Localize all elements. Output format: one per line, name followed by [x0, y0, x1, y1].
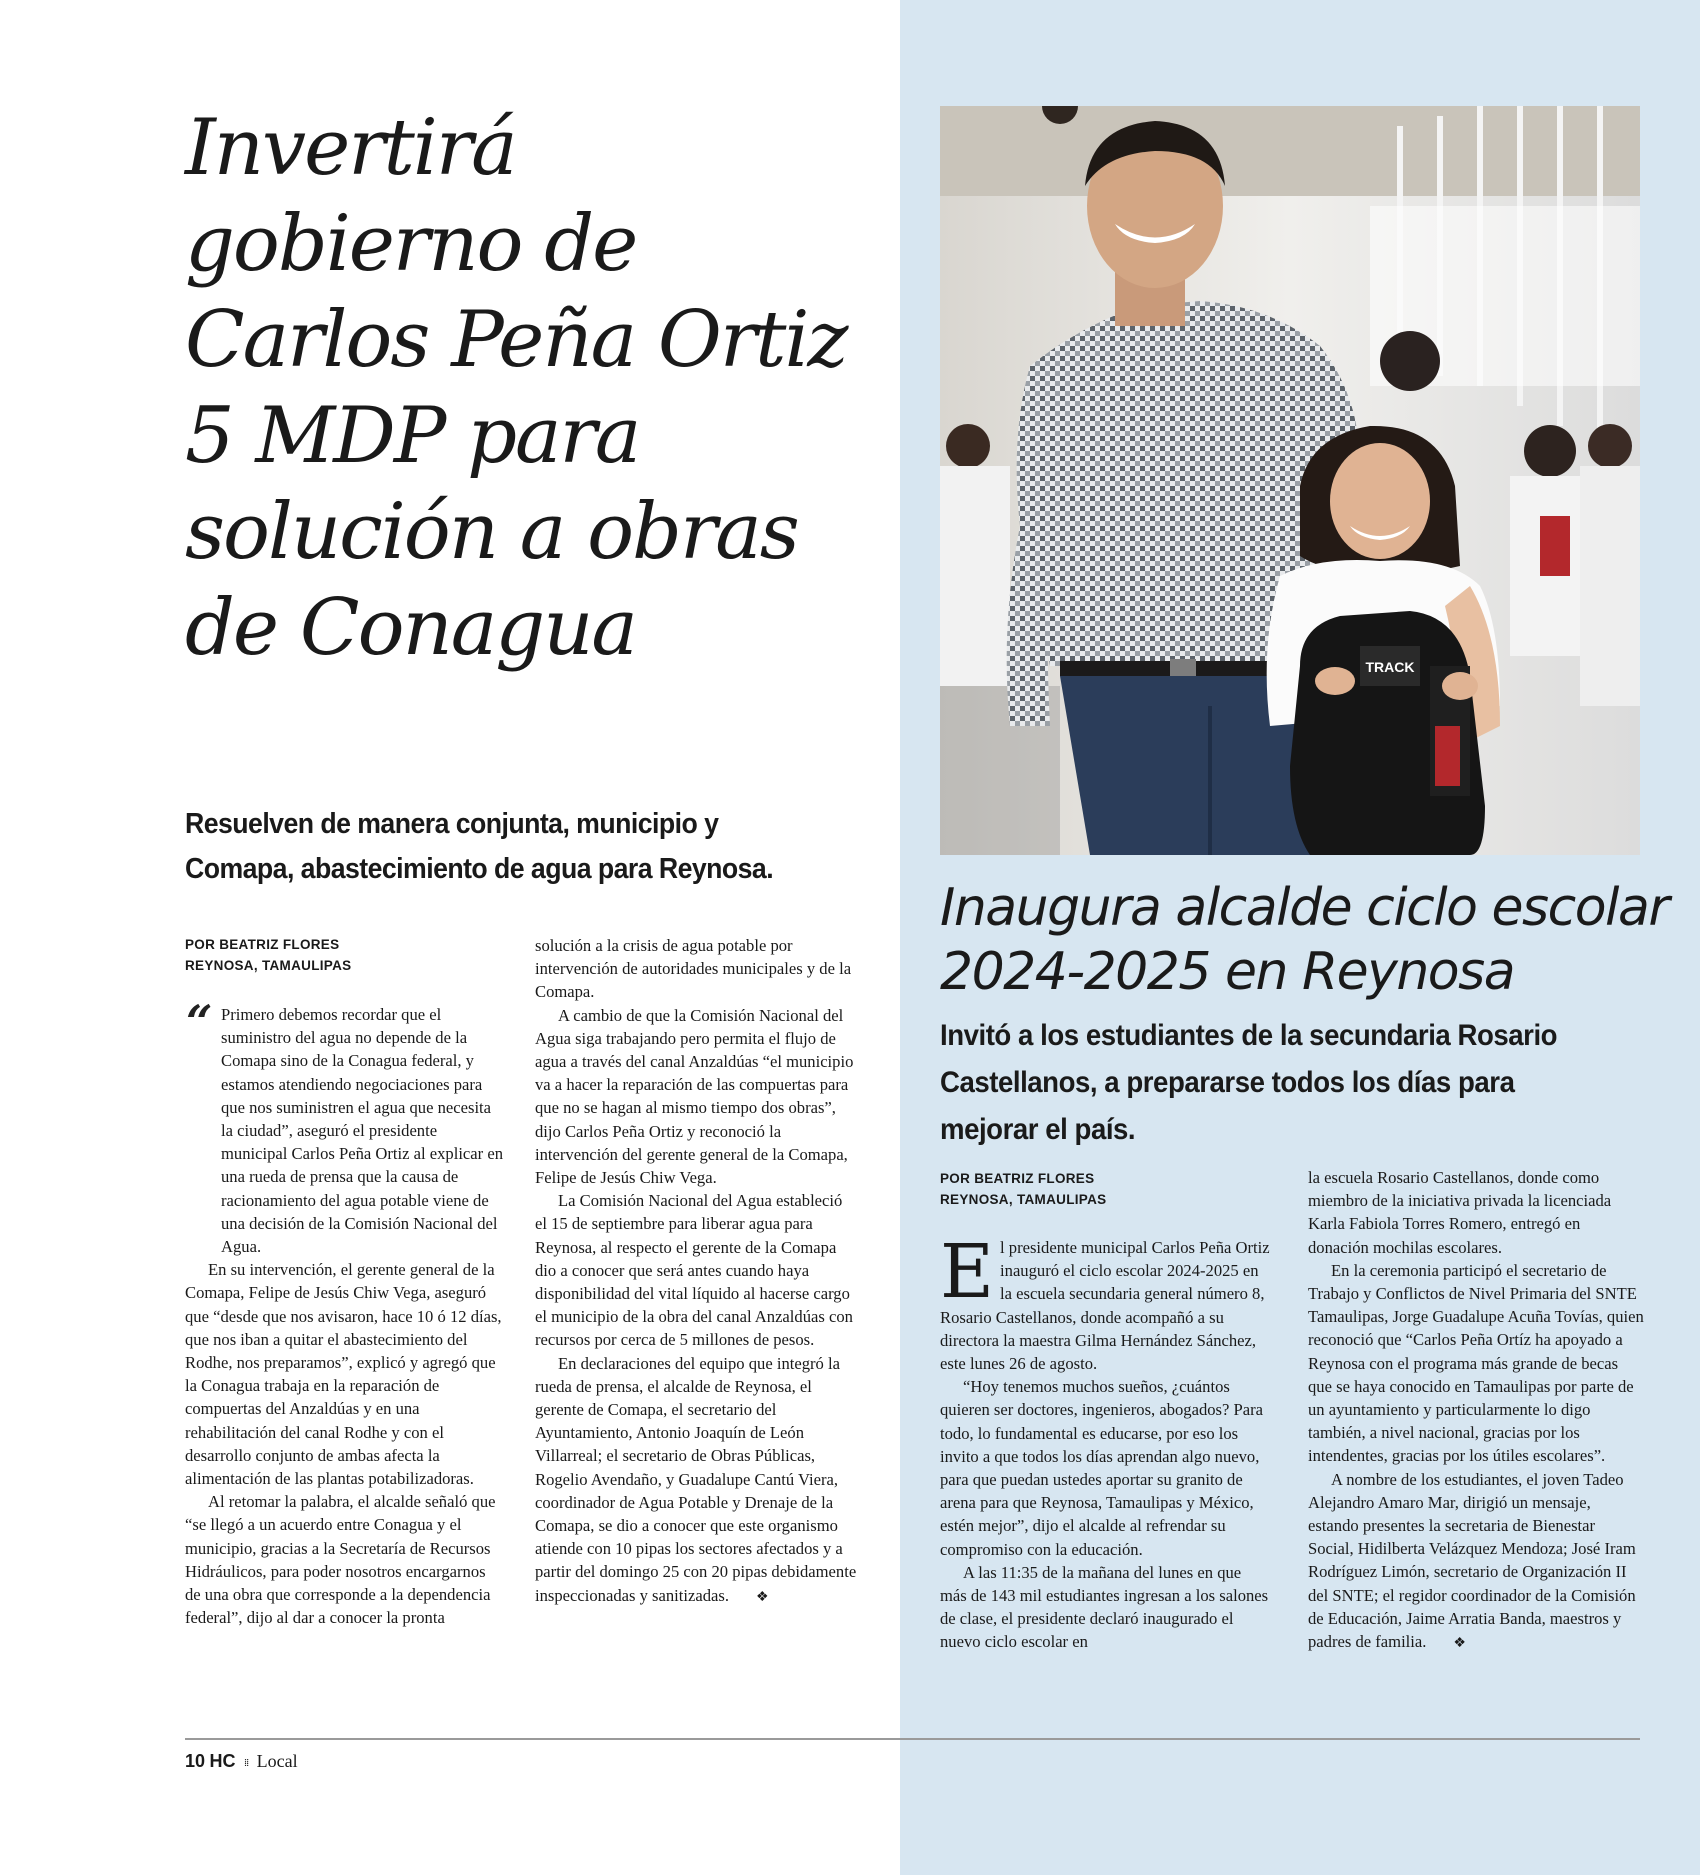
headline-line: solución a obras [185, 487, 798, 577]
section-name: Local [256, 1751, 298, 1771]
headline-line: Inaugura alcalde ciclo escolar [940, 878, 1669, 938]
paragraph-text: A nombre de los estudiantes, el joven Tadeo Alejandro Amaro Mar, dirigió un mensaje, estando presentes la secretaria de Bienestar Social, Hidilberta Velázquez Mendoza; José Iram Rodríguez Limón, secretario de Organización II del SNTE; el regidor coordinador de la Comisión de Educación, Jaime Arratia Banda, maestros y padres de familia. [1308, 1469, 1636, 1652]
story1-paragraph [535, 1352, 857, 1609]
quote-mark-icon: “ [186, 995, 213, 1049]
story1-paragraph: A cambio de que la Comisión Nacional del Agua siga trabajando pero permita el flujo de agua a través del canal Anzaldúas “el municipio va a hacer la reparación de las compuertas para que no se hagan al mismo tiempo dos obras”, dijo Carlos Peña Ortiz y reconoció la intervención del gerente general de la Comapa, Felipe de Jesús Chiw Vega. [535, 1005, 854, 1188]
footer-rule [185, 1738, 1640, 1740]
separator-icon: ⁞⁞ [244, 1756, 249, 1769]
byline-author: POR BEATRIZ FLORES [940, 1171, 1095, 1186]
page-footer [185, 1749, 298, 1775]
story1-byline [185, 934, 351, 976]
story2-paragraph: A las 11:35 de la mañana del lunes en que más de 143 mil estudiantes ingresan a los salones de clase, el presidente declaró inaugurado el nuevo ciclo escolar en [940, 1562, 1269, 1652]
paragraph-text: Primero debemos recordar que el suministro del agua no depende de la Comapa sino de la Conagua federal, y estamos atendiendo negociaciones para que nos suministren el agua que necesita la ciudad”, aseguró el presidente municipal Carlos Peña Ortiz al explicar en una rueda de prensa que la causa de racionamiento del agua potable viene de una decisión de la Comisión Nacional del Agua. [221, 1005, 503, 1257]
headline-line: Carlos Peña Ortiz [185, 295, 847, 385]
story2-paragraph: la escuela Rosario Castellanos, donde como miembro de la iniciativa privada la licenciada Karla Fabiola Torres Romero, entregó en donación mochilas escolares. [1308, 1168, 1612, 1257]
story2-column-1 [940, 1229, 1270, 1654]
story1-paragraph: solución a la crisis de agua potable por intervención de autoridades municipales y de la Comapa. [535, 936, 852, 1002]
headline-line: 2024-2025 en Reynosa [940, 942, 1515, 1002]
story1-headline [185, 100, 875, 676]
byline-location: REYNOSA, TAMAULIPAS [940, 1192, 1107, 1207]
byline-location: REYNOSA, TAMAULIPAS [185, 958, 352, 973]
paragraph-text: l presidente municipal Carlos Peña Ortiz inauguró el ciclo escolar 2024-2025 en la escuela secundaria general número 8, Rosario Castellanos, donde acompañó a su directora la maestra Gilma Hernández Sánchez, este lunes 26 de agosto. [940, 1238, 1270, 1374]
story1-column-1 [185, 995, 505, 1629]
story1-paragraph: La Comisión Nacional del Agua estableció el 15 de septiembre para liberar agua para Reynosa, al respecto el gerente de la Comapa dio a conocer que será antes cuando haya disponibilidad del vital líquido al hacerse cargo el municipio de la obra del canal Anzaldúas con recursos por cerca de 5 millones de pesos. [535, 1191, 853, 1350]
story1-paragraph: Al retomar la palabra, el alcalde señaló que “se llegó a un acuerdo entre Conagua y el municipio, gracias a la Secretaría de Recursos Hidráulicos, para poder nosotros encargarnos de una obra que corresponde a la dependencia federal”, dijo al dar a conocer la pronta [185, 1492, 496, 1628]
backpack-brand-text: TRACK [1365, 659, 1415, 675]
headline-line: gobierno de [185, 199, 637, 289]
headline-line: Invertirá [185, 103, 516, 193]
headline-line: de Conagua [185, 583, 636, 673]
story2-paragraph: En la ceremonia participó el secretario de Trabajo y Conflictos de Nivel Primaria del SNTE Tamaulipas, Jorge Guadalupe Acuña Tovías, quien reconoció que “Carlos Peña Ortíz ha apoyado a Reynosa con el programa más grande de becas que se haya conocido en Tamaulipas por parte de un ayuntamiento y particularmente lo digo también, a nivel nacional, gracias por los intendentes, gracias por los útiles escolares”. [1308, 1260, 1644, 1466]
story1-column-2 [535, 934, 857, 1609]
story2-paragraph: “Hoy tenemos muchos sueños, ¿cuántos quieren ser doctores, ingenieros, abogados? Para todo, lo fundamental es educarse, por eso los invito a que todos los días aprendan algo nuevo, para que puedan ustedes aportar su granito de arena para que Reynosa, Tamaulipas y México, estén mejor”, dijo el alcalde al refrendar su compromiso con la educación. [940, 1377, 1264, 1559]
page-number: 10 [185, 1751, 206, 1771]
story1-deck: Resuelven de manera conjunta, municipio y Comapa, abastecimiento de agua para Reynosa. [185, 808, 774, 885]
story2-deck: Invitó a los estudiantes de la secundaria Rosario Castellanos, a prepararse todos los días para mejorar el país. [940, 1019, 1558, 1146]
story2-photo [940, 106, 1640, 855]
publication-name: HC [209, 1751, 236, 1771]
story2-column-2 [1308, 1166, 1644, 1655]
paragraph-text: En declaraciones del equipo que integró la rueda de prensa, el alcalde de Reynosa, el gerente de Comapa, el secretario del Ayuntamiento, Antonio Joaquín de León Villarreal; el secretario de Obras Públicas, Rogelio Avendaño, y Guadalupe Cantú Viera, coordinador de Agua Potable y Drenaje de la Comapa, se dio a conocer que este organismo atiende con 10 pipas los sectores afectados y a partir del domingo 25 con 20 pipas debidamente inspeccionadas y sanitizadas. [535, 1353, 857, 1605]
story1-paragraph: En su intervención, el gerente general de la Comapa, Felipe de Jesús Chiw Vega, aseguró que “desde que nos avisaron, hace 10 ó 12 días, que nos iban a quitar el abastecimiento del Rodhe, nos preparamos”, explicó y agregó que la Conagua trabaja en la reparación de compuertas del Anzaldúas y en una rehabilitación del canal Rodhe y con el desarrollo conjunto de ambas afecta la alimentación de las plantas potabilizadoras. [185, 1260, 502, 1489]
story2-paragraph [1308, 1468, 1644, 1656]
headline-line: 5 MDP para [185, 391, 640, 481]
dropcap-letter: E [940, 1229, 995, 1315]
byline-author: POR BEATRIZ FLORES [185, 937, 340, 952]
end-mark-icon: ❖ [1453, 1636, 1466, 1652]
end-mark-icon: ❖ [756, 1589, 769, 1605]
story2-paragraph-lead [940, 1229, 1270, 1375]
story1-paragraph-lead [185, 995, 505, 1258]
story2-headline [940, 876, 1669, 1004]
story2-byline [940, 1168, 1106, 1210]
